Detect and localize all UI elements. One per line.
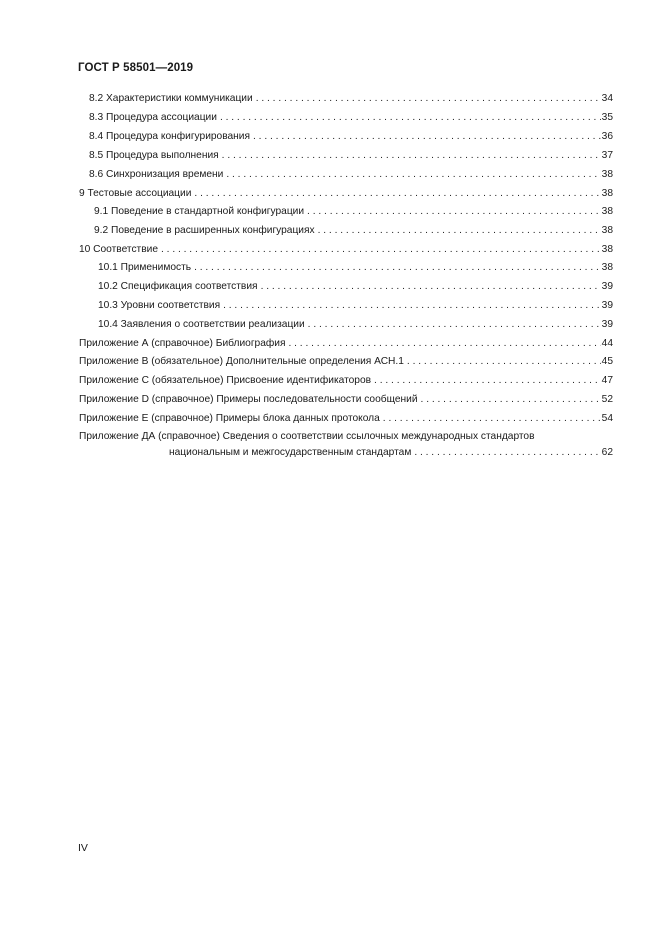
- page-number: IV: [78, 842, 88, 854]
- toc-entry[interactable]: [98, 260, 613, 274]
- toc-entry[interactable]: [169, 445, 613, 459]
- toc-entry-title: Приложение С (обязательное) Присвоение идентификаторов: [79, 375, 372, 386]
- toc-entry[interactable]: [89, 148, 613, 162]
- document-header: ГОСТ Р 58501—2019: [78, 62, 194, 74]
- toc-leader-dots: [226, 169, 600, 181]
- toc-entry-page: 38: [601, 244, 613, 255]
- toc-entry-page: 34: [601, 93, 613, 104]
- toc-entry[interactable]: [98, 317, 613, 331]
- toc-entry-title-line2: национальным и межгосударственным стандартам: [169, 447, 412, 458]
- toc-entry-title: 10.3 Уровни соответствия: [98, 300, 221, 311]
- toc-leader-dots: [161, 244, 601, 256]
- toc-entry-page: 47: [601, 375, 613, 386]
- toc-leader-dots: [407, 356, 601, 368]
- toc-entry-title: 8.2 Характеристики коммуникации: [89, 93, 253, 104]
- toc-leader-dots: [222, 150, 601, 162]
- toc-leader-dots: [421, 394, 601, 406]
- toc-entry-page: 54: [601, 413, 613, 424]
- toc-leader-dots: [308, 319, 601, 331]
- toc-leader-dots: [194, 188, 600, 200]
- toc-leader-dots: [256, 93, 601, 105]
- toc-leader-dots: [307, 206, 601, 218]
- toc-entry-page: 36: [601, 131, 613, 142]
- toc-entry-title: 8.3 Процедура ассоциации: [89, 112, 217, 123]
- toc-entry[interactable]: [89, 91, 613, 105]
- toc-entry-title: 8.5 Процедура выполнения: [89, 150, 219, 161]
- toc-entry-page: 38: [601, 225, 613, 236]
- toc-entry-page: 44: [601, 338, 613, 349]
- toc-entry-title: 10.1 Применимость: [98, 262, 192, 273]
- toc-leader-dots: [318, 225, 601, 237]
- toc-leader-dots: [383, 413, 601, 425]
- toc-entry-page: 35: [601, 112, 613, 123]
- toc-entry[interactable]: [98, 298, 613, 312]
- toc-entry-page: 38: [601, 262, 613, 273]
- toc-entry[interactable]: [79, 186, 613, 200]
- toc-entry-title: Приложение А (справочное) Библиография: [79, 338, 286, 349]
- toc-entry-page: 38: [601, 188, 613, 199]
- toc-entry-page: 62: [601, 447, 613, 458]
- toc-entry[interactable]: [89, 167, 613, 181]
- toc-leader-dots: [253, 131, 601, 143]
- toc-entry-page: 38: [601, 206, 613, 217]
- toc-entry[interactable]: [79, 392, 613, 406]
- toc-entry[interactable]: [94, 223, 613, 237]
- toc-entry[interactable]: [79, 336, 613, 350]
- toc-entry-title: 9 Тестовые ассоциации: [79, 188, 192, 199]
- toc-leader-dots: [374, 375, 601, 387]
- toc-entry[interactable]: [79, 354, 613, 368]
- toc-entry-page: 39: [601, 281, 613, 292]
- toc-entry[interactable]: [79, 373, 613, 387]
- toc-leader-dots: [194, 262, 601, 274]
- toc-leader-dots: [414, 447, 600, 459]
- toc-entry-title: 9.2 Поведение в расширенных конфигурациях: [94, 225, 315, 236]
- toc-entry[interactable]: [89, 129, 613, 143]
- toc-entry-title: Приложение В (обязательное) Дополнительные определения АСН.1: [79, 356, 404, 367]
- toc-entry-title: 10.2 Спецификация соответствия: [98, 281, 258, 292]
- toc-leader-dots: [223, 300, 601, 312]
- toc-leader-dots: [220, 112, 601, 124]
- toc-entry-page: 39: [601, 319, 613, 330]
- toc-entry-title: 10.4 Заявления о соответствии реализации: [98, 319, 305, 330]
- toc-entry-title: Приложение Е (справочное) Примеры блока данных протокола: [79, 413, 380, 424]
- toc-entry[interactable]: [89, 110, 613, 124]
- toc-entry-title: 10 Соответствие: [79, 244, 158, 255]
- toc-entry-page: 37: [601, 150, 613, 161]
- toc-entry-page: 52: [601, 394, 613, 405]
- toc-entry-title: Приложение D (справочное) Примеры последовательности сообщений: [79, 394, 418, 405]
- toc-entry-page: 39: [601, 300, 613, 311]
- toc-entry[interactable]: [98, 279, 613, 293]
- toc-entry[interactable]: [79, 242, 613, 256]
- toc-entry-title: 8.4 Процедура конфигурирования: [89, 131, 251, 142]
- toc-leader-dots: [288, 338, 600, 350]
- toc-entry-title: 8.6 Синхронизация времени: [89, 169, 224, 180]
- toc-entry-title: 9.1 Поведение в стандартной конфигурации: [94, 206, 305, 217]
- toc-entry[interactable]: [94, 204, 613, 218]
- toc-entry-page: 45: [601, 356, 613, 367]
- toc-entry[interactable]: [79, 411, 613, 425]
- toc-leader-dots: [261, 281, 601, 293]
- toc-entry-page: 38: [601, 169, 613, 180]
- toc-entry-title-line1[interactable]: Приложение ДА (справочное) Сведения о соответствии ссылочных международных стандартов: [79, 431, 535, 442]
